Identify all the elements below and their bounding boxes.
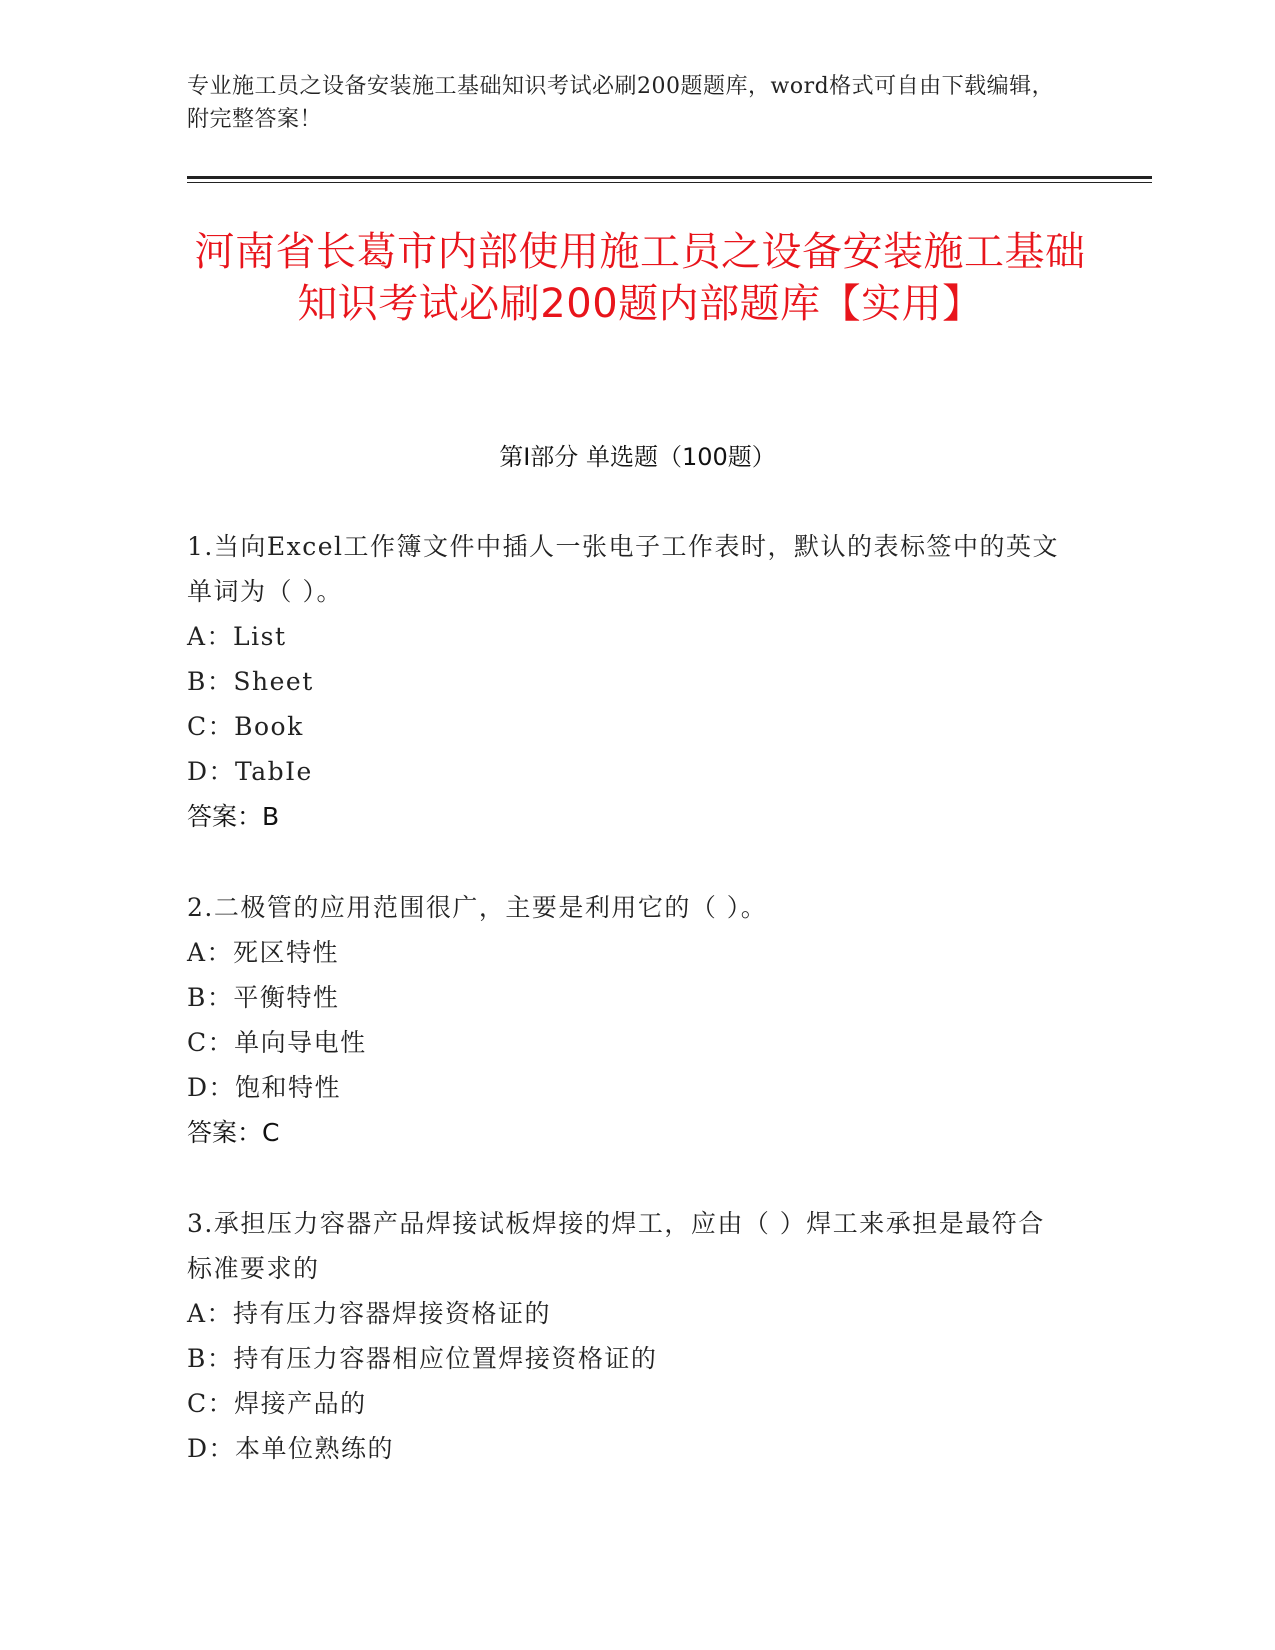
option-b: B：持有压力容器相应位置焊接资格证的 xyxy=(187,1344,658,1373)
option-a: A：死区特性 xyxy=(187,938,340,967)
option-d: D：本单位熟练的 xyxy=(187,1434,395,1463)
section-title: 第Ⅰ部分 单选题（100题） xyxy=(499,443,776,471)
question-stem: 2.二极管的应用范围很广，主要是利用它的（ ）。 xyxy=(187,893,768,922)
option-a: A：持有压力容器焊接资格证的 xyxy=(187,1299,552,1328)
option-d: D：TabIe xyxy=(187,757,313,786)
option-b: B：平衡特性 xyxy=(187,983,340,1012)
option-c: C：单向导电性 xyxy=(187,1028,367,1057)
answer: 答案：B xyxy=(187,802,280,831)
question-2 xyxy=(187,885,1067,1155)
option-c: C：焊接产品的 xyxy=(187,1389,367,1418)
option-c: C：Book xyxy=(187,712,304,741)
question-1 xyxy=(187,524,1067,839)
option-d: D：饱和特性 xyxy=(187,1073,342,1102)
document-title: 河南省长葛市内部使用施工员之设备安装施工基础知识考试必刷200题内部题库【实用】 xyxy=(194,229,1086,327)
question-stem: 3.承担压力容器产品焊接试板焊接的焊工，应由（ ）焊工来承担是最符合标准要求的 xyxy=(187,1209,1045,1283)
header-note: 专业施工员之设备安装施工基础知识考试必刷200题题库，word格式可自由下载编辑，附完整答案！ xyxy=(187,74,1055,132)
question-3 xyxy=(187,1201,1067,1471)
question-stem: 1.当向Excel工作簿文件中插人一张电子工作表时，默认的表标签中的英文单词为（ ）。 xyxy=(187,532,1059,606)
header-divider-thick xyxy=(187,176,1152,179)
option-b: B：Sheet xyxy=(187,667,314,696)
option-a: A：List xyxy=(187,622,287,651)
answer: 答案：C xyxy=(187,1118,280,1147)
header-divider-thin xyxy=(187,182,1152,183)
